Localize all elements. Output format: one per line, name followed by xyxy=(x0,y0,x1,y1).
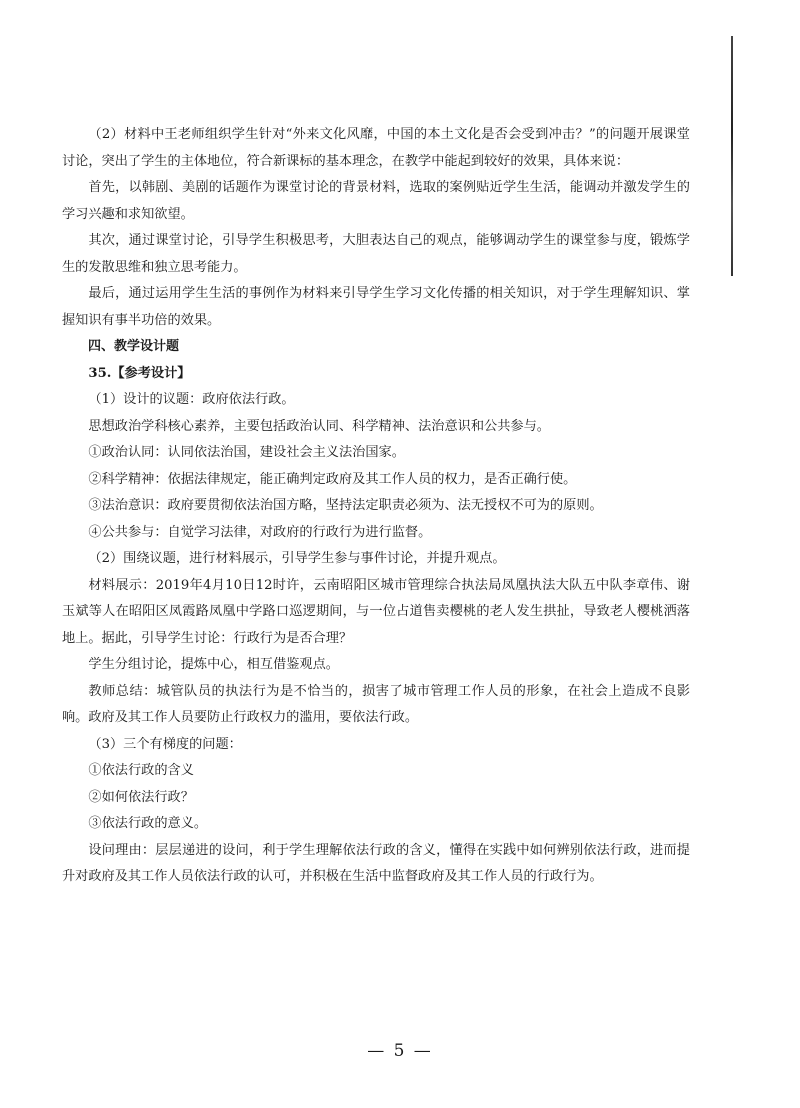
paragraph-first: 首先，以韩剧、美剧的话题作为课堂讨论的背景材料，选取的案例贴近学生生活，能调动并激发学生的学习兴趣和求知欲望。 xyxy=(62,180,690,222)
paragraph-material-analysis: （2）材料中王老师组织学生针对“外来文化风靡，中国的本土文化是否会受到冲击？”的问题开展课堂讨论，突出了学生的主体地位，符合新课标的基本理念，在教学中能起到较好的效果，具体来说： xyxy=(62,127,690,169)
core-literacy-item: ④公共参与：自觉学习法律，对政府的行政行为进行监督。 xyxy=(88,524,432,540)
design-topic: （1）设计的议题：政府依法行政。 xyxy=(88,392,295,407)
question-rationale: 设问理由：层层递进的设问，利于学生理解依法行政的含义，懂得在实践中如何辨别依法行政，进而提升对政府及其工作人员依法行政的认可，并积极在生活中监督政府及其工作人员的行政行为。 xyxy=(62,842,690,884)
core-literacy-item: ①政治认同：认同依法治国，建设社会主义法治国家。 xyxy=(88,445,405,460)
material-step: （2）围绕议题，进行材料展示，引导学生参与事件讨论，并提升观点。 xyxy=(88,551,506,566)
paragraph-last: 最后，通过运用学生生活的事例作为材料来引导学生学习文化传播的相关知识，对于学生理解知识、掌握知识有事半功倍的效果。 xyxy=(62,286,690,328)
graded-questions-heading: （3）三个有梯度的问题： xyxy=(88,736,242,752)
student-discussion: 学生分组讨论，提炼中心，相互借鉴观点。 xyxy=(88,657,339,672)
core-literacy-intro: 思想政治学科核心素养，主要包括政治认同、科学精神、法治意识和公共参与。 xyxy=(88,418,550,434)
material-display: 材料展示：2019年4月10日12时许，云南昭阳区城市管理综合执法局凤凰执法大队五中队李章伟、谢玉斌等人在昭阳区凤霞路凤凰中学路口巡逻期间，与一位占道售卖樱桃的老人发生拱扯，导致老人樱桃洒落地上。据此，引导学生讨论：行政行为是否合理？ xyxy=(62,577,690,646)
teacher-summary: 教师总结：城管队员的执法行为是不恰当的，损害了城市管理工作人员的形象，在社会上造成不良影响。政府及其工作人员要防止行政权力的滥用，要依法行政。 xyxy=(62,683,690,725)
page-number: — 5 — xyxy=(367,1041,433,1061)
answer-content xyxy=(62,122,690,891)
graded-question: ③依法行政的意义。 xyxy=(88,816,208,831)
paragraph-second: 其次，通过课堂讨论，引导学生积极思考，大胆表达自己的观点，能够调动学生的课堂参与度，锻炼学生的发散思维和独立思考能力。 xyxy=(62,233,690,275)
core-literacy-item: ③法治意识：政府要贯彻依法治国方略，坚持法定职责必须为、法无授权不可为的原则。 xyxy=(88,498,603,513)
question-label: 35.【参考设计】 xyxy=(88,365,191,381)
graded-question: ①依法行政的含义 xyxy=(88,763,194,778)
scan-edge-line xyxy=(731,36,733,276)
section-heading: 四、教学设计题 xyxy=(88,339,180,354)
core-literacy-item: ②科学精神：依据法律规定，能正确判定政府及其工作人员的权力，是否正确行使。 xyxy=(88,471,577,487)
graded-question: ②如何依法行政？ xyxy=(88,789,194,805)
